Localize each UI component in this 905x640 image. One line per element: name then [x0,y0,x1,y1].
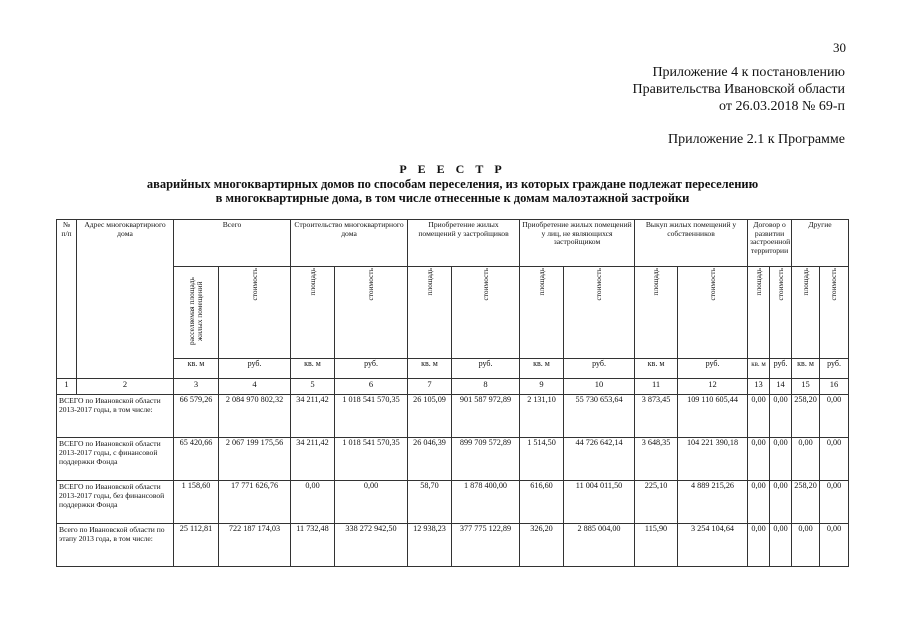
column-number: 12 [678,378,748,394]
header-buyout: Выкуп жилых помещений у собственников [635,220,748,267]
table-cell: 3 254 104,64 [678,523,748,566]
column-number: 14 [770,378,792,394]
table-cell: 12 938,23 [408,523,452,566]
table-cell: 258,20 [792,480,820,523]
unit-cell: кв. м [792,358,820,378]
table-cell: 0,00 [770,437,792,480]
header-purchase-developers: Приобретение жилых помещений у застройщиков [408,220,520,267]
subheader-cell [792,267,820,359]
column-numbers-row [57,378,849,394]
table-cell: 104 221 390,18 [678,437,748,480]
row-label: ВСЕГО по Ивановской области 2013-2017 годы, без финансовой поддержки Фонда [57,480,174,523]
subheader-cell [770,267,792,359]
appendix-line: Правительства Ивановской области [632,82,845,97]
table-row [57,394,849,437]
header-construction: Строительство многоквартирного дома [291,220,408,267]
table-cell: 11 004 011,50 [564,480,635,523]
row-label: ВСЕГО по Ивановской области 2013-2017 годы, с финансовой поддержки Фонда [57,437,174,480]
table-cell: 258,20 [792,394,820,437]
appendix-line: от 26.03.2018 № 69-п [719,99,845,114]
table-cell: 34 211,42 [291,394,335,437]
table-cell: 901 587 972,89 [452,394,520,437]
table-cell: 58,70 [408,480,452,523]
table-cell: 55 730 653,64 [564,394,635,437]
table-cell: 338 272 942,50 [335,523,408,566]
table-cell: 1 878 400,00 [452,480,520,523]
column-number: 8 [452,378,520,394]
table-cell: 1 018 541 570,35 [335,437,408,480]
unit-cell: кв. м [748,358,770,378]
table-cell: 1 514,50 [520,437,564,480]
page-number: 30 [833,40,846,55]
column-number: 2 [77,378,174,394]
subheader-area: площадь [800,268,810,296]
table-cell: 115,90 [635,523,678,566]
table-cell: 26 046,39 [408,437,452,480]
document-subtitle-line: аварийных многоквартирных домов по способам переселения, из которых граждане подлежат переселению [146,177,759,191]
column-number: 16 [820,378,849,394]
table-cell: 377 775 122,89 [452,523,520,566]
table-cell: 1 158,60 [174,480,219,523]
subheader-cell [335,267,408,359]
unit-cell: кв. м [408,358,452,378]
table-row [57,437,849,480]
table-cell: 34 211,42 [291,437,335,480]
subheader-cell [291,267,335,359]
column-number: 4 [219,378,291,394]
column-number: 5 [291,378,335,394]
subheader-cell [219,267,291,359]
table-cell: 0,00 [770,394,792,437]
table-cell: 65 420,66 [174,437,219,480]
subheader-cell [564,267,635,359]
table-cell: 2 084 970 802,32 [219,394,291,437]
table-cell: 0,00 [748,437,770,480]
subheader-area: площадь [307,268,317,296]
column-number: 9 [520,378,564,394]
table-cell: 326,20 [520,523,564,566]
table-units-row [57,358,849,378]
subheader-cell [748,267,770,359]
subheader-cell [174,267,219,359]
subheader-area: площадь [651,268,661,296]
table-cell: 0,00 [770,480,792,523]
subheader-area: площадь [536,268,546,296]
unit-cell: кв. м [291,358,335,378]
table-cell: 0,00 [820,480,849,523]
column-number: 10 [564,378,635,394]
header-no: № п/п [57,220,77,379]
header-other: Другие [792,220,849,267]
unit-cell: кв. м [520,358,564,378]
table-row [57,480,849,523]
column-number: 7 [408,378,452,394]
subheader-cell [635,267,678,359]
table-cell: 0,00 [820,523,849,566]
registry-table [56,219,849,567]
appendix-block [480,64,845,115]
table-cell: 66 579,26 [174,394,219,437]
table-cell: 0,00 [748,480,770,523]
column-number: 3 [174,378,219,394]
subheader-cost: стоимость [249,268,259,301]
table-cell: 44 726 642,14 [564,437,635,480]
table-cell: 0,00 [792,437,820,480]
table-cell: 0,00 [820,437,849,480]
table-cell: 4 889 215,26 [678,480,748,523]
program-appendix: Приложение 2.1 к Программе [668,132,845,147]
table-cell: 25 112,81 [174,523,219,566]
subheader-cost: стоимость [366,268,375,301]
unit-cell: руб. [564,358,635,378]
subheader-cost: стоимость [775,268,785,301]
table-row [57,523,849,566]
unit-cell: кв. м [635,358,678,378]
table-cell: 2 067 199 175,56 [219,437,291,480]
document-subtitle-line: в многоквартирные дома, в том числе отнесенные к домам малоэтажной застройки [215,191,690,205]
subheader-area: площадь [753,268,763,296]
unit-cell: руб. [219,358,291,378]
table-cell: 11 732,48 [291,523,335,566]
subheader-cell [452,267,520,359]
column-number: 11 [635,378,678,394]
unit-cell: руб. [452,358,520,378]
table-cell: 2 885 004,00 [564,523,635,566]
table-cell: 3 648,35 [635,437,678,480]
unit-cell: руб. [820,358,849,378]
subheader-cost: стоимость [594,268,604,301]
appendix-line: Приложение 4 к постановлению [652,65,845,80]
table-cell: 616,60 [520,480,564,523]
table-cell: 225,10 [635,480,678,523]
header-development-contract: Договор о развитии застроенной территории [748,220,792,267]
unit-cell: кв. м [174,358,219,378]
subheader-resettled-area: расселяемая площадь жилых помещений [187,277,204,345]
table-header-row [57,220,849,267]
table-cell: 0,00 [748,394,770,437]
table-cell: 26 105,09 [408,394,452,437]
table-cell: 1 018 541 570,35 [335,394,408,437]
table-cell: 0,00 [748,523,770,566]
subheader-cost: стоимость [707,268,717,301]
table-cell: 0,00 [792,523,820,566]
unit-cell: руб. [335,358,408,378]
table-cell: 17 771 626,76 [219,480,291,523]
unit-cell: руб. [770,358,792,378]
document-title: Р Е Е С Т Р [399,162,506,176]
table-cell: 109 110 605,44 [678,394,748,437]
table-cell: 0,00 [820,394,849,437]
header-purchase-others: Приобретение жилых помещений у лиц, не являющихся застройщиком [520,220,635,267]
table-cell: 722 187 174,03 [219,523,291,566]
table-cell: 0,00 [291,480,335,523]
column-number: 6 [335,378,408,394]
subheader-cost: стоимость [480,268,490,301]
table-subheader-row [57,267,849,359]
table-cell: 2 131,10 [520,394,564,437]
row-label: ВСЕГО по Ивановской области 2013-2017 годы, в том числе: [57,394,174,437]
subheader-cell [678,267,748,359]
table-cell: 0,00 [335,480,408,523]
unit-cell: руб. [678,358,748,378]
table-cell: 0,00 [770,523,792,566]
column-number: 15 [792,378,820,394]
subheader-area: площадь [424,268,434,296]
header-address: Адрес многоквартирного дома [77,220,174,379]
subheader-cell [820,267,849,359]
subheader-cell [408,267,452,359]
header-total: Всего [174,220,291,267]
table-cell: 899 709 572,89 [452,437,520,480]
row-label: Всего по Ивановской области по этапу 2013 года, в том числе: [57,523,174,566]
subheader-cost: стоимость [829,268,839,301]
column-number: 13 [748,378,770,394]
subheader-cell [520,267,564,359]
column-number: 1 [57,378,77,394]
table-cell: 3 873,45 [635,394,678,437]
